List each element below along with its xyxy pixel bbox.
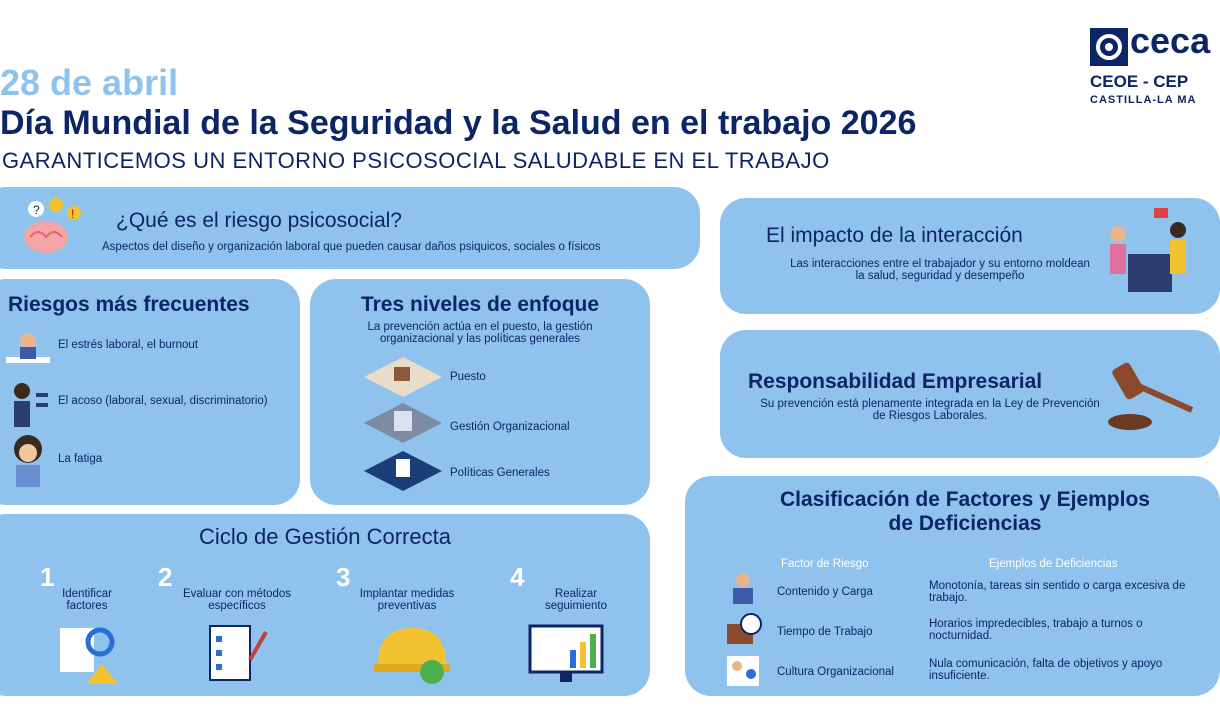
step-4-number: 4	[510, 562, 525, 592]
riesgo-text: Aspectos del diseño y organización laboral que pueden causar daños psiquicos, sociales o físicos	[102, 241, 601, 253]
frecuentes-item-2: El acoso (laboral, sexual, discriminatorio)	[58, 395, 268, 407]
ejemplo-row-3: Nula comunicación, falta de objetivos y apoyo insuficiente.	[929, 658, 1163, 682]
page-subtitle: GARANTICEMOS UN ENTORNO PSICOSOCIAL SALUDABLE EN EL TRABAJO	[2, 148, 830, 173]
logo-line-2: CASTILLA-LA MA	[1090, 94, 1197, 106]
logo-mark-icon	[1090, 28, 1128, 66]
col-header-factor: Factor de Riesgo	[781, 558, 869, 570]
fatigue-icon	[4, 431, 52, 489]
impacto-title: El impacto de la interacción	[766, 224, 1023, 247]
monitor-chart-icon	[526, 624, 606, 688]
niveles-title: Tres niveles de enfoque	[360, 293, 600, 316]
ejemplo-row-2: Horarios impredecibles, trabajo a turnos o nocturnidad.	[929, 618, 1143, 642]
frecuentes-item-3: La fatiga	[58, 453, 103, 465]
responsabilidad-text: Su prevención está plenamente integrada en la Ley de Prevención de Riesgos Laborales.	[760, 398, 1100, 422]
factor-row-2: Tiempo de Trabajo	[777, 626, 873, 638]
nivel-item-3: Políticas Generales	[450, 467, 550, 479]
briefcase-clock-icon	[723, 610, 763, 650]
step-1-label: Identificar factores	[62, 588, 112, 612]
step-3-label: Implantar medidas preventivas	[359, 588, 455, 612]
logo-brand-text: ceca	[1130, 20, 1211, 61]
frecuentes-title: Riesgos más frecuentes	[8, 293, 250, 316]
date-heading: 28 de abril	[0, 62, 179, 103]
responsabilidad-panel	[720, 330, 1220, 458]
step-4-label: Realizar seguimiento	[544, 588, 607, 612]
logo-line-1: CEOE - CEP	[1090, 72, 1189, 91]
factor-row-3: Cultura Organizacional	[777, 666, 894, 678]
impacto-text: Las interacciones entre el trabajador y su entorno moldean la salud, seguridad y desempeño	[790, 258, 1090, 282]
responsabilidad-title: Responsabilidad Empresarial	[748, 370, 1043, 393]
team-interaction-icon	[1098, 204, 1200, 306]
nivel-item-1: Puesto	[450, 371, 486, 383]
niveles-panel	[310, 279, 650, 505]
ciclo-panel	[0, 514, 650, 696]
organization-culture-icon	[723, 650, 763, 690]
riesgo-title: ¿Qué es el riesgo psicosocial?	[116, 209, 402, 232]
impacto-panel	[720, 198, 1220, 314]
frecuentes-panel	[0, 279, 300, 505]
ejemplo-row-1: Monotonía, tareas sin sentido o carga excesiva de trabajo.	[929, 580, 1186, 604]
hardhat-shield-icon	[372, 620, 452, 686]
workload-icon	[723, 568, 763, 608]
step-2-label: Evaluar con métodos específicos	[182, 588, 292, 612]
step-3-number: 3	[336, 562, 351, 592]
step-2-number: 2	[158, 562, 173, 592]
ciclo-title: Ciclo de Gestión Correcta	[199, 524, 451, 549]
brain-icon	[16, 195, 86, 259]
col-header-ejemplos: Ejemplos de Deficiencias	[989, 558, 1118, 570]
pyramid-levels-icon	[360, 355, 446, 499]
factor-row-1: Contenido y Carga	[777, 586, 873, 598]
checklist-icon	[204, 620, 270, 686]
brand-logo	[1090, 20, 1211, 126]
frecuentes-item-1: El estrés laboral, el burnout	[58, 339, 198, 351]
harassment-icon	[4, 379, 52, 431]
gavel-icon	[1106, 356, 1198, 436]
magnifier-document-icon	[56, 620, 122, 686]
clasificacion-panel	[685, 476, 1220, 696]
clasificacion-title: Clasificación de Factores y Ejemplos de Deficiencias	[780, 488, 1150, 535]
page-title: Día Mundial de la Seguridad y la Salud en el trabajo 2026	[0, 104, 917, 142]
svg-text:?: ?	[33, 203, 40, 217]
niveles-text: La prevención actúa en el puesto, la gestión organizacional y las políticas generales	[367, 321, 593, 345]
stressed-worker-icon	[4, 327, 52, 371]
riesgo-panel	[0, 187, 700, 269]
nivel-item-2: Gestión Organizacional	[450, 421, 570, 433]
svg-text:!: !	[71, 207, 75, 221]
step-1-number: 1	[40, 562, 55, 592]
